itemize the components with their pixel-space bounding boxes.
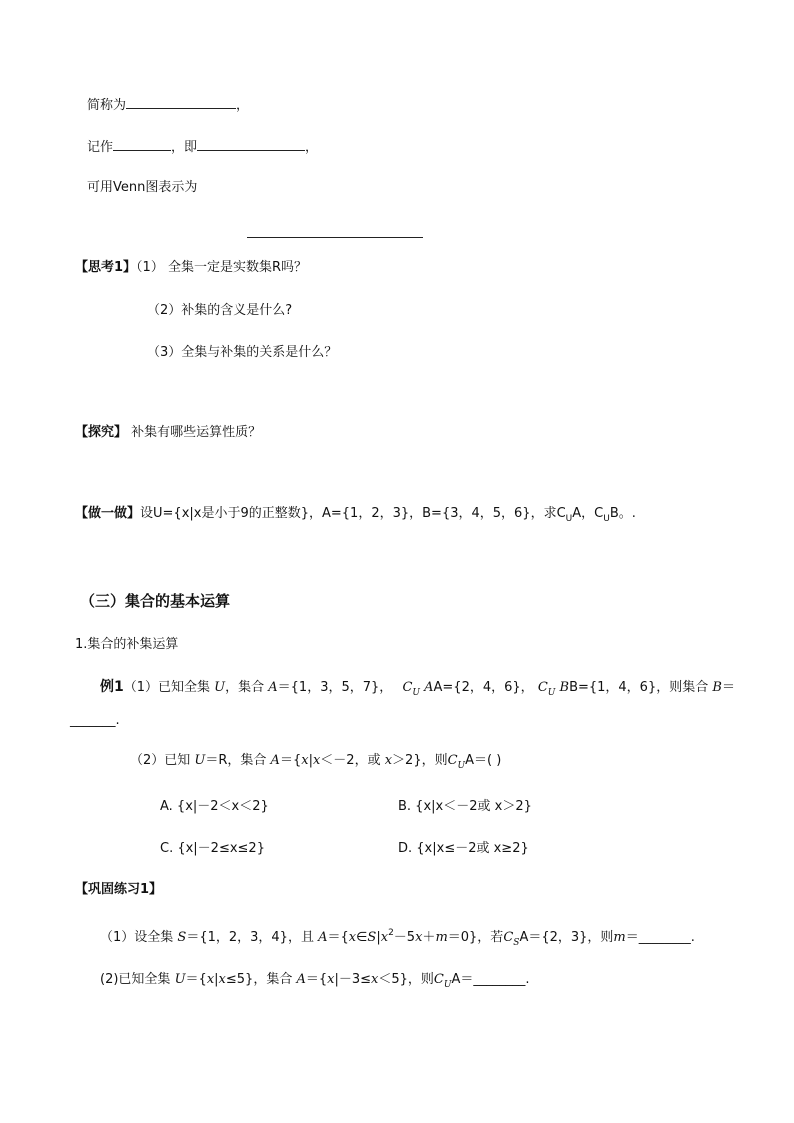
subscript: U <box>412 688 420 698</box>
q1-text: （1） 全集一定是实数集R吗？ <box>136 260 307 275</box>
practice-q1 <box>100 924 695 952</box>
tryit-text: 设U={x|x是小于9的正整数}，A={1，2，3}，B={3，4，5，6}，求C <box>140 506 566 521</box>
text: |－3≤ <box>334 972 372 987</box>
text: ＞2}，则 <box>392 753 448 768</box>
section-title: （三）集合的基本运算 <box>80 592 231 610</box>
think1-q2: （2）补集的含义是什么? <box>147 303 293 318</box>
var-A: A <box>270 753 280 768</box>
try-it <box>75 505 636 528</box>
text: | <box>376 930 381 945</box>
text: ＝{1，2，3，4}，且 <box>186 930 319 945</box>
answer-blank[interactable]: ＝________. <box>625 930 695 945</box>
text: ＝{ <box>327 930 349 945</box>
text: （1）已知全集 <box>123 680 215 695</box>
practice-label: 【巩固练习1】 <box>75 882 163 897</box>
var-U: U <box>214 680 226 695</box>
option-b[interactable]: B. {x|x＜－2或 x＞2} <box>398 799 532 814</box>
example-label: 例1 <box>100 679 124 695</box>
text: ＝R，集合 <box>205 753 271 768</box>
text: A={2，4，6}， <box>433 680 534 695</box>
subscript: U <box>565 514 573 524</box>
line2-mid: ，即 <box>171 140 198 155</box>
item-title: 1.集合的补集运算 <box>75 637 179 652</box>
var-x: x <box>384 753 393 768</box>
text: | <box>214 972 219 987</box>
var-m: m <box>613 930 626 945</box>
var-x: x <box>312 753 321 768</box>
var-C: C <box>402 680 413 695</box>
line-notation <box>87 137 318 157</box>
var-x: x <box>301 753 309 768</box>
var-x: x <box>371 972 379 987</box>
var-S: S <box>177 930 187 945</box>
var-S: S <box>367 930 377 945</box>
text: ＋ <box>422 930 436 945</box>
answer-blank[interactable] <box>126 95 236 109</box>
tryit-label: 【做一做】 <box>75 506 141 521</box>
var-C: C <box>433 972 444 987</box>
think1-q3: （3）全集与补集的关系是什么？ <box>147 345 338 360</box>
var-x: x <box>218 972 226 987</box>
text: －5 <box>393 930 416 945</box>
var-x: x <box>327 972 335 987</box>
var-x: x <box>348 930 357 945</box>
line-venn <box>87 179 197 197</box>
superscript: 2 <box>388 928 394 938</box>
text: B={1，4，6}，则集合 <box>569 680 713 695</box>
think1-label: 【思考1】 <box>75 260 137 275</box>
text: ≤5}，集合 <box>225 972 297 987</box>
subscript: U <box>547 688 556 698</box>
tryit-end: B。. <box>609 506 636 521</box>
text: (2)已知全集 <box>100 972 175 987</box>
var-A: A <box>424 680 434 695</box>
var-C: C <box>447 753 458 768</box>
answer-blank[interactable]: A＝________. <box>451 972 530 987</box>
var-m: m <box>435 930 448 945</box>
text: ＝{ <box>305 972 328 987</box>
text: （2）已知 <box>130 753 195 768</box>
text: ＝{ <box>279 753 302 768</box>
var-B: B <box>559 680 570 695</box>
text: ＜－2，或 <box>320 753 385 768</box>
subscript: U <box>443 980 452 990</box>
var-B: B <box>712 680 722 695</box>
text: ＝{ <box>185 972 207 987</box>
text: ＝ <box>721 680 735 695</box>
var-x: x <box>380 930 389 945</box>
var-A: A <box>268 680 278 695</box>
example1-part2 <box>130 752 501 775</box>
text: A＝{2，3}，则 <box>519 930 614 945</box>
subscript: U <box>457 761 466 771</box>
practice-q2 <box>100 971 530 994</box>
text: （1）设全集 <box>100 930 178 945</box>
var-x: x <box>206 972 215 987</box>
line-abbreviation <box>87 95 249 115</box>
var-U: U <box>194 753 206 768</box>
answer-blank[interactable] <box>113 137 171 151</box>
tryit-mid: A，C <box>572 506 604 521</box>
punct: ， <box>305 140 319 155</box>
text: ＝{1，3，5，7}， <box>277 680 393 695</box>
text: ＜5}，则 <box>378 972 434 987</box>
venn-answer-line[interactable] <box>247 237 423 238</box>
var-x: x <box>415 930 423 945</box>
subscript: U <box>603 514 610 524</box>
punct: ， <box>236 98 250 113</box>
text: ∈ <box>356 930 368 945</box>
line3-text: 可用Venn图表示为 <box>87 180 198 195</box>
text: ，集合 <box>225 680 269 695</box>
var-A: A <box>296 972 306 987</box>
var-A: A <box>318 930 328 945</box>
option-a[interactable]: A. {x|－2＜x＜2} <box>160 799 269 814</box>
text: | <box>308 753 313 768</box>
line1-text: 简称为 <box>87 98 127 113</box>
explore-label: 【探究】 <box>75 425 128 440</box>
example1-blank[interactable]: _______. <box>70 713 120 728</box>
text: ＝0}，若 <box>447 930 504 945</box>
answer-blank[interactable] <box>197 137 305 151</box>
option-c[interactable]: C. {x|－2≤x≤2} <box>160 841 265 856</box>
explore-text: 补集有哪些运算性质？ <box>127 425 262 440</box>
explore <box>75 424 261 442</box>
var-C: C <box>537 680 548 695</box>
text: A＝( ) <box>465 753 502 768</box>
var-U: U <box>174 972 186 987</box>
var-C: C <box>503 930 514 945</box>
think1-q1 <box>75 259 307 277</box>
example1-part1 <box>100 678 735 702</box>
option-d[interactable]: D. {x|x≤－2或 x≥2} <box>398 841 529 856</box>
subscript: S <box>513 938 520 948</box>
line2-text: 记作 <box>87 140 114 155</box>
